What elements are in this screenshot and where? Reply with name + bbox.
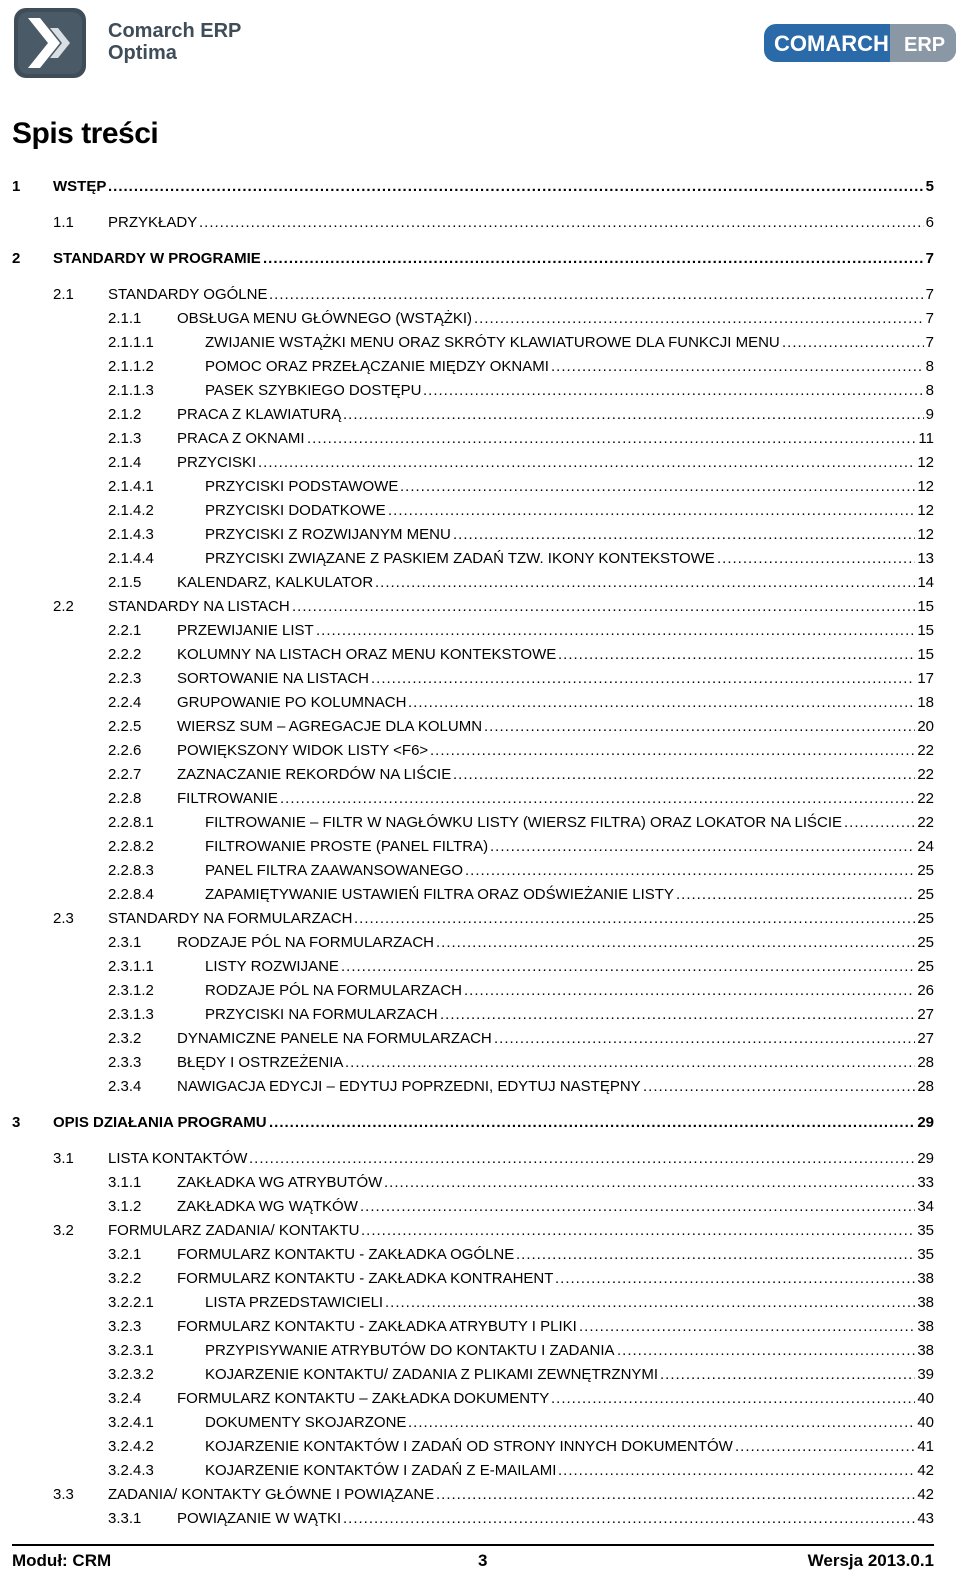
toc-entry-number: 3 (12, 1114, 21, 1131)
toc-entry[interactable] (12, 548, 934, 570)
toc-entry-title: ZAPAMIĘTYWANIE USTAWIEŃ FILTRA ORAZ ODŚWIEŻANIE LISTY (205, 886, 674, 903)
toc-entry-title: LISTY ROZWIJANE (205, 958, 339, 975)
toc-entry-number: 2.2.8.1 (108, 814, 154, 831)
toc-entry-number: 3.1.2 (108, 1198, 142, 1215)
toc-entry-page: 25 (917, 862, 934, 879)
toc-entry-title: KOJARZENIE KONTAKTU/ ZADANIA Z PLIKAMI ZEWNĘTRZNYMI (205, 1366, 659, 1383)
toc-entry-title: RODZAJE PÓL NA FORMULARZACH (177, 934, 434, 951)
toc-entry[interactable] (12, 860, 934, 882)
toc-entry-number: 2.1.4.2 (108, 502, 154, 519)
toc-entry[interactable] (12, 740, 934, 762)
toc-entry[interactable] (12, 176, 934, 198)
toc-entry[interactable] (12, 1484, 934, 1506)
toc-entry-page: 25 (917, 886, 934, 903)
toc-entry-page: 38 (917, 1342, 934, 1359)
toc-entry-title: PRZYCISKI (177, 454, 257, 471)
toc-entry-leader-dots (453, 524, 915, 546)
toc-entry-page: 13 (917, 550, 934, 567)
toc-entry-page: 43 (917, 1510, 934, 1527)
toc-entry-title: RODZAJE PÓL NA FORMULARZACH (205, 982, 462, 999)
toc-entry[interactable] (12, 1148, 934, 1170)
toc-entry-leader-dots (558, 1460, 915, 1482)
toc-entry-number: 2.1.1.3 (108, 382, 154, 399)
toc-entry-leader-dots (660, 1364, 915, 1386)
toc-entry-title: BŁĘDY I OSTRZEŻENIA (177, 1054, 344, 1071)
toc-entry[interactable] (12, 1508, 934, 1530)
toc-entry[interactable] (12, 1028, 934, 1050)
toc-entry-page: 17 (917, 670, 934, 687)
toc-entry-leader-dots (408, 692, 915, 714)
toc-entry-number: 2.1.1 (108, 310, 142, 327)
erp-wordmark: ERP (904, 34, 946, 56)
toc-entry-title: PANEL FILTRA ZAAWANSOWANEGO (205, 862, 464, 879)
toc-entry-page: 9 (925, 406, 934, 423)
comarch-wordmark: COMARCH (774, 31, 889, 56)
toc-entry-page: 11 (918, 430, 934, 447)
toc-entry[interactable] (12, 644, 934, 666)
toc-entry-title: OPIS DZIAŁANIA PROGRAMU (53, 1114, 267, 1131)
toc-entry-page: 15 (917, 646, 934, 663)
toc-entry[interactable] (12, 356, 934, 378)
toc-entry-title: STANDARDY NA FORMULARZACH (108, 910, 353, 927)
toc-entry[interactable] (12, 1004, 934, 1026)
toc-entry-leader-dots (258, 452, 915, 474)
page-header (0, 0, 960, 90)
toc-entry-title: FILTROWANIE (177, 790, 278, 807)
toc-entry-leader-dots (555, 1268, 915, 1290)
toc-entry-page: 7 (925, 250, 934, 267)
toc-entry-page: 28 (917, 1078, 934, 1095)
toc-entry-leader-dots (384, 1172, 915, 1194)
toc-entry-number: 2.3.1.1 (108, 958, 154, 975)
toc-entry-number: 2.1 (53, 286, 74, 303)
toc-entry-title: STANDARDY OGÓLNE (108, 286, 268, 303)
toc-entry[interactable] (12, 332, 934, 354)
toc-entry-page: 12 (917, 502, 934, 519)
toc-entry[interactable] (12, 212, 934, 234)
toc-entry[interactable] (12, 1388, 934, 1410)
toc-entry-title: GRUPOWANIE PO KOLUMNACH (177, 694, 407, 711)
toc-entry-number: 2.1.4.4 (108, 550, 154, 567)
toc-entry-leader-dots (551, 356, 924, 378)
toc-entry-page: 25 (917, 910, 934, 927)
toc-entry-title: LISTA KONTAKTÓW (108, 1150, 248, 1167)
toc-entry[interactable] (12, 788, 934, 810)
toc-entry-leader-dots (375, 572, 915, 594)
toc-entry-title: PRZYCISKI ZWIĄZANE Z PASKIEM ZADAŃ TZW. IKONY KONTEKSTOWE (205, 550, 715, 567)
toc-entry-leader-dots (343, 404, 924, 426)
toc-entry[interactable] (12, 1460, 934, 1482)
toc-entry-leader-dots (430, 740, 915, 762)
toc-entry-title: KOJARZENIE KONTAKTÓW I ZADAŃ Z E-MAILAMI (205, 1462, 557, 1479)
toc-entry-title: PRZYCISKI DODATKOWE (205, 502, 386, 519)
toc-entry-title: FORMULARZ KONTAKTU - ZAKŁADKA KONTRAHENT (177, 1270, 554, 1287)
toc-entry-page: 18 (917, 694, 934, 711)
toc-entry-title: FILTROWANIE – FILTR W NAGŁÓWKU LISTY (WIERSZ FILTRA) ORAZ LOKATOR NA LIŚCIE (205, 814, 843, 831)
toc-entry-page: 34 (917, 1198, 934, 1215)
toc-entry-page: 7 (925, 310, 934, 327)
toc-entry[interactable] (12, 692, 934, 714)
toc-entry-page: 12 (917, 454, 934, 471)
toc-entry-page: 6 (925, 214, 934, 231)
toc-entry-page: 39 (917, 1366, 934, 1383)
toc-entry[interactable] (12, 1412, 934, 1434)
toc-entry-page: 42 (917, 1462, 934, 1479)
toc-entry-number: 2.2.5 (108, 718, 142, 735)
toc-entry-page: 38 (917, 1270, 934, 1287)
toc-entry-leader-dots (617, 1340, 915, 1362)
toc-entry-title: PRZYKŁADY (108, 214, 198, 231)
toc-entry-leader-dots (354, 908, 915, 930)
toc-entry-title: POMOC ORAZ PRZEŁĄCZANIE MIĘDZY OKNAMI (205, 358, 549, 375)
toc-entry-page: 35 (917, 1246, 934, 1263)
toc-entry[interactable] (12, 932, 934, 954)
toc-entry-leader-dots (717, 548, 915, 570)
toc-entry[interactable] (12, 1244, 934, 1266)
toc-entry-number: 3.2.3 (108, 1318, 142, 1335)
toc-entry-leader-dots (484, 716, 915, 738)
toc-entry-number: 2.1.4 (108, 454, 142, 471)
comarch-erp-logo (764, 24, 956, 62)
toc-entry-title: FORMULARZ KONTAKTU - ZAKŁADKA OGÓLNE (177, 1246, 515, 1263)
toc-entry-leader-dots (269, 1112, 915, 1134)
logo-text (108, 20, 241, 64)
toc-entry-number: 3.2.4.2 (108, 1438, 154, 1455)
toc-entry-leader-dots (423, 380, 924, 402)
toc-entry-leader-dots (844, 812, 915, 834)
toc-entry-leader-dots (490, 836, 915, 858)
toc-entry-number: 2.1.2 (108, 406, 142, 423)
toc-entry-leader-dots (361, 1220, 915, 1242)
toc-entry-number: 2.2.8.3 (108, 862, 154, 879)
toc-entry-page: 29 (917, 1150, 934, 1167)
toc-entry-title: WIERSZ SUM – AGREGACJE DLA KOLUMN (177, 718, 483, 735)
toc-entry-page: 20 (917, 718, 934, 735)
toc-entry-page: 38 (917, 1294, 934, 1311)
toc-entry-number: 2.2.7 (108, 766, 142, 783)
toc-entry-number: 2.2 (53, 598, 74, 615)
toc-entry-leader-dots (292, 596, 915, 618)
toc-entry[interactable] (12, 1436, 934, 1458)
toc-entry-number: 2.2.4 (108, 694, 142, 711)
toc-entry-leader-dots (388, 500, 915, 522)
toc-entry-number: 3.2.3.2 (108, 1366, 154, 1383)
toc-entry-page: 29 (917, 1114, 934, 1131)
toc-entry-leader-dots (341, 956, 915, 978)
toc-entry-number: 2.1.1.2 (108, 358, 154, 375)
toc-entry-number: 2.2.8.4 (108, 886, 154, 903)
toc-entry[interactable] (12, 884, 934, 906)
toc-entry-page: 41 (917, 1438, 934, 1455)
toc-entry[interactable] (12, 308, 934, 330)
toc-entry-leader-dots (360, 1196, 915, 1218)
toc-entry-number: 2.2.6 (108, 742, 142, 759)
toc-entry[interactable] (12, 1340, 934, 1362)
toc-entry-leader-dots (436, 932, 915, 954)
toc-entry-leader-dots (436, 1484, 915, 1506)
toc-entry-title: KOJARZENIE KONTAKTÓW I ZADAŃ OD STRONY INNYCH DOKUMENTÓW (205, 1438, 733, 1455)
toc-entry[interactable] (12, 1268, 934, 1290)
toc-entry-number: 3.2 (53, 1222, 74, 1239)
toc-entry-page: 22 (917, 814, 934, 831)
toc-entry-title: ZWIJANIE WSTĄŻKI MENU ORAZ SKRÓTY KLAWIATUROWE DLA FUNKCJI MENU (205, 334, 780, 351)
toc-entry[interactable] (12, 812, 934, 834)
toc-entry-number: 2.1.5 (108, 574, 142, 591)
toc-entry-title: PASEK SZYBKIEGO DOSTĘPU (205, 382, 422, 399)
toc-entry-title: DOKUMENTY SKOJARZONE (205, 1414, 407, 1431)
toc-entry-leader-dots (316, 620, 915, 642)
toc-entry-number: 3.2.2.1 (108, 1294, 154, 1311)
page-footer (12, 1544, 934, 1574)
toc-entry-title: POWIĘKSZONY WIDOK LISTY <F6> (177, 742, 429, 759)
toc-entry[interactable] (12, 524, 934, 546)
toc-entry-number: 3.1.1 (108, 1174, 142, 1191)
toc-entry-page: 33 (917, 1174, 934, 1191)
toc-entry-number: 2.2.1 (108, 622, 142, 639)
toc-title: Spis treści (12, 117, 159, 150)
toc-entry[interactable] (12, 452, 934, 474)
toc-entry[interactable] (12, 908, 934, 930)
toc-entry-leader-dots (400, 476, 915, 498)
toc-entry-page: 35 (917, 1222, 934, 1239)
toc-entry[interactable] (12, 1220, 934, 1242)
toc-entry-leader-dots (385, 1292, 915, 1314)
toc-entry-leader-dots (676, 884, 915, 906)
toc-entry-leader-dots (465, 860, 915, 882)
toc-entry-page: 27 (917, 1006, 934, 1023)
toc-entry-title: PRZYCISKI NA FORMULARZACH (205, 1006, 438, 1023)
toc-entry-title: NAWIGACJA EDYCJI – EDYTUJ POPRZEDNI, EDYTUJ NASTĘPNY (177, 1078, 641, 1095)
toc-entry-title: FORMULARZ ZADANIA/ KONTAKTU (108, 1222, 360, 1239)
toc-entry-title: OBSŁUGA MENU GŁÓWNEGO (WSTĄŻKI) (177, 310, 473, 327)
toc-entry-leader-dots (494, 1028, 915, 1050)
toc-entry[interactable] (12, 1292, 934, 1314)
toc-entry-number: 2.1.4.1 (108, 478, 154, 495)
toc-entry-page: 24 (917, 838, 934, 855)
toc-entry-leader-dots (735, 1436, 915, 1458)
toc-entry-page: 15 (917, 622, 934, 639)
toc-entry-leader-dots (558, 644, 915, 666)
toc-entry-title: ZAZNACZANIE REKORDÓW NA LIŚCIE (177, 766, 452, 783)
toc-entry[interactable] (12, 1052, 934, 1074)
toc-entry-title: POWIĄZANIE W WĄTKI (177, 1510, 342, 1527)
toc-entry-leader-dots (516, 1244, 915, 1266)
toc-entry-leader-dots (782, 332, 924, 354)
toc-entry-leader-dots (440, 1004, 915, 1026)
toc-entry-page: 25 (917, 934, 934, 951)
toc-entry-number: 2.1.1.1 (108, 334, 154, 351)
toc-entry-number: 2.2.3 (108, 670, 142, 687)
toc-entry-number: 1 (12, 178, 21, 195)
toc-entry[interactable] (12, 248, 934, 270)
toc-entry-leader-dots (643, 1076, 915, 1098)
toc-entry-page: 38 (917, 1318, 934, 1335)
toc-entry-number: 2.3.4 (108, 1078, 142, 1095)
toc-entry-leader-dots (408, 1412, 915, 1434)
toc-entry[interactable] (12, 716, 934, 738)
toc-entry-leader-dots (263, 248, 924, 270)
toc-entry-title: KALENDARZ, KALKULATOR (177, 574, 374, 591)
toc-entry[interactable] (12, 1076, 934, 1098)
toc-entry[interactable] (12, 620, 934, 642)
comarch-erp-optima-logo (14, 8, 254, 78)
toc-entry-page: 25 (917, 958, 934, 975)
toc-entry-page: 22 (917, 766, 934, 783)
toc-entry-number: 2.3.1.3 (108, 1006, 154, 1023)
toc-entry-page: 40 (917, 1390, 934, 1407)
toc-entry-page: 8 (925, 382, 934, 399)
toc-entry-leader-dots (249, 1148, 915, 1170)
toc-entry-page: 8 (925, 358, 934, 375)
toc-entry-title: DYNAMICZNE PANELE NA FORMULARZACH (177, 1030, 492, 1047)
footer-version: Wersja 2013.0.1 (807, 1551, 934, 1570)
toc-entry-leader-dots (464, 980, 915, 1002)
toc-entry-title: STANDARDY W PROGRAMIE (53, 250, 261, 267)
toc-entry-number: 2.3.1 (108, 934, 142, 951)
toc-entry[interactable] (12, 1316, 934, 1338)
toc-entry[interactable] (12, 1172, 934, 1194)
toc-entry-page: 12 (917, 478, 934, 495)
toc-entry[interactable] (12, 836, 934, 858)
toc-entry-page: 40 (917, 1414, 934, 1431)
toc-entry-number: 2.1.4.3 (108, 526, 154, 543)
toc-entry-leader-dots (551, 1388, 915, 1410)
toc-entry[interactable] (12, 476, 934, 498)
logo-line-1: Comarch ERP (108, 20, 242, 42)
toc-entry-leader-dots (108, 176, 924, 198)
toc-entry-number: 2.2.8.2 (108, 838, 154, 855)
toc-entry-number: 3.2.1 (108, 1246, 142, 1263)
toc-entry[interactable] (12, 380, 934, 402)
toc-entry[interactable] (12, 404, 934, 426)
toc-entry-number: 1.1 (53, 214, 74, 231)
toc-entry-title: ZADANIA/ KONTAKTY GŁÓWNE I POWIĄZANE (108, 1486, 435, 1503)
toc-entry-leader-dots (345, 1052, 915, 1074)
toc-entry[interactable] (12, 668, 934, 690)
toc-entry-number: 3.3.1 (108, 1510, 142, 1527)
toc-entry-page: 12 (917, 526, 934, 543)
toc-entry-title: ZAKŁADKA WG WĄTKÓW (177, 1198, 358, 1215)
toc-entry-page: 26 (917, 982, 934, 999)
toc-entry-page: 14 (917, 574, 934, 591)
toc-entry-leader-dots (199, 212, 924, 234)
toc-entry-leader-dots (269, 284, 924, 306)
toc-entry-number: 3.2.4.3 (108, 1462, 154, 1479)
toc-entry[interactable] (12, 572, 934, 594)
toc-entry-page: 28 (917, 1054, 934, 1071)
toc-entry[interactable] (12, 284, 934, 306)
toc-entry-page: 22 (917, 790, 934, 807)
toc-entry[interactable] (12, 1196, 934, 1218)
toc-entry-number: 2.1.3 (108, 430, 142, 447)
toc-entry-page: 15 (917, 598, 934, 615)
toc-entry-title: SORTOWANIE NA LISTACH (177, 670, 369, 687)
toc-entry-title: PRZEWIJANIE LIST (177, 622, 314, 639)
toc-entry-page: 42 (917, 1486, 934, 1503)
toc-entry-number: 3.2.2 (108, 1270, 142, 1287)
toc-entry-leader-dots (453, 764, 915, 786)
logo-line-2: Optima (108, 42, 177, 64)
toc-entry-page: 27 (917, 1030, 934, 1047)
toc-entry-page: 7 (925, 334, 934, 351)
toc-entry-leader-dots (307, 428, 916, 450)
toc-entry-number: 2 (12, 250, 21, 267)
toc-entry[interactable] (12, 1364, 934, 1386)
toc-entry-page: 5 (925, 178, 934, 195)
toc-entry[interactable] (12, 980, 934, 1002)
toc-entry-number: 2.3.3 (108, 1054, 142, 1071)
toc-entry-page: 22 (917, 742, 934, 759)
toc-entry-number: 3.1 (53, 1150, 74, 1167)
toc-entry-title: LISTA PRZEDSTAWICIELI (205, 1294, 384, 1311)
toc-entry-number: 3.2.4 (108, 1390, 142, 1407)
toc-entry-title: FORMULARZ KONTAKTU – ZAKŁADKA DOKUMENTY (177, 1390, 550, 1407)
toc-entry-title: STANDARDY NA LISTACH (108, 598, 290, 615)
toc-entry-title: KOLUMNY NA LISTACH ORAZ MENU KONTEKSTOWE (177, 646, 557, 663)
toc-entry-number: 2.3 (53, 910, 74, 927)
toc-entry-leader-dots (280, 788, 915, 810)
optima-logo-icon (14, 8, 86, 78)
footer-module: Moduł: CRM (12, 1551, 112, 1570)
toc-entry-leader-dots (343, 1508, 915, 1530)
toc-entry[interactable] (12, 500, 934, 522)
toc-entry-number: 2.3.1.2 (108, 982, 154, 999)
toc-entry-number: 2.3.2 (108, 1030, 142, 1047)
toc-entry[interactable] (12, 428, 934, 450)
toc-entry-number: 2.2.8 (108, 790, 142, 807)
toc-entry[interactable] (12, 764, 934, 786)
toc-entry-title: WSTĘP (53, 178, 107, 195)
toc-entry-title: FORMULARZ KONTAKTU - ZAKŁADKA ATRYBUTY I PLIKI (177, 1318, 577, 1335)
toc-entry-title: ZAKŁADKA WG ATRYBUTÓW (177, 1174, 383, 1191)
toc-entry-title: PRZYPISYWANIE ATRYBUTÓW DO KONTAKTU I ZADANIA (205, 1342, 615, 1359)
toc-entry-number: 2.2.2 (108, 646, 142, 663)
toc-entry-title: PRZYCISKI Z ROZWIJANYM MENU (205, 526, 451, 543)
toc-entry-page: 7 (925, 286, 934, 303)
toc-entry-number: 3.2.4.1 (108, 1414, 154, 1431)
toc-entry-title: FILTROWANIE PROSTE (PANEL FILTRA) (205, 838, 489, 855)
comarch-erp-badge-icon (764, 24, 956, 62)
toc-entry-number: 3.2.3.1 (108, 1342, 154, 1359)
toc-entry-leader-dots (474, 308, 924, 330)
toc-entry-title: PRACA Z OKNAMI (177, 430, 305, 447)
toc-entry[interactable] (12, 1112, 934, 1134)
toc-entry-title: PRZYCISKI PODSTAWOWE (205, 478, 399, 495)
toc-entry-leader-dots (579, 1316, 915, 1338)
toc-entry-title: PRACA Z KLAWIATURĄ (177, 406, 342, 423)
footer-page-number: 3 (478, 1551, 488, 1570)
toc-entry[interactable] (12, 596, 934, 618)
toc-entry[interactable] (12, 956, 934, 978)
toc-entry-leader-dots (371, 668, 915, 690)
toc-entry-number: 3.3 (53, 1486, 74, 1503)
